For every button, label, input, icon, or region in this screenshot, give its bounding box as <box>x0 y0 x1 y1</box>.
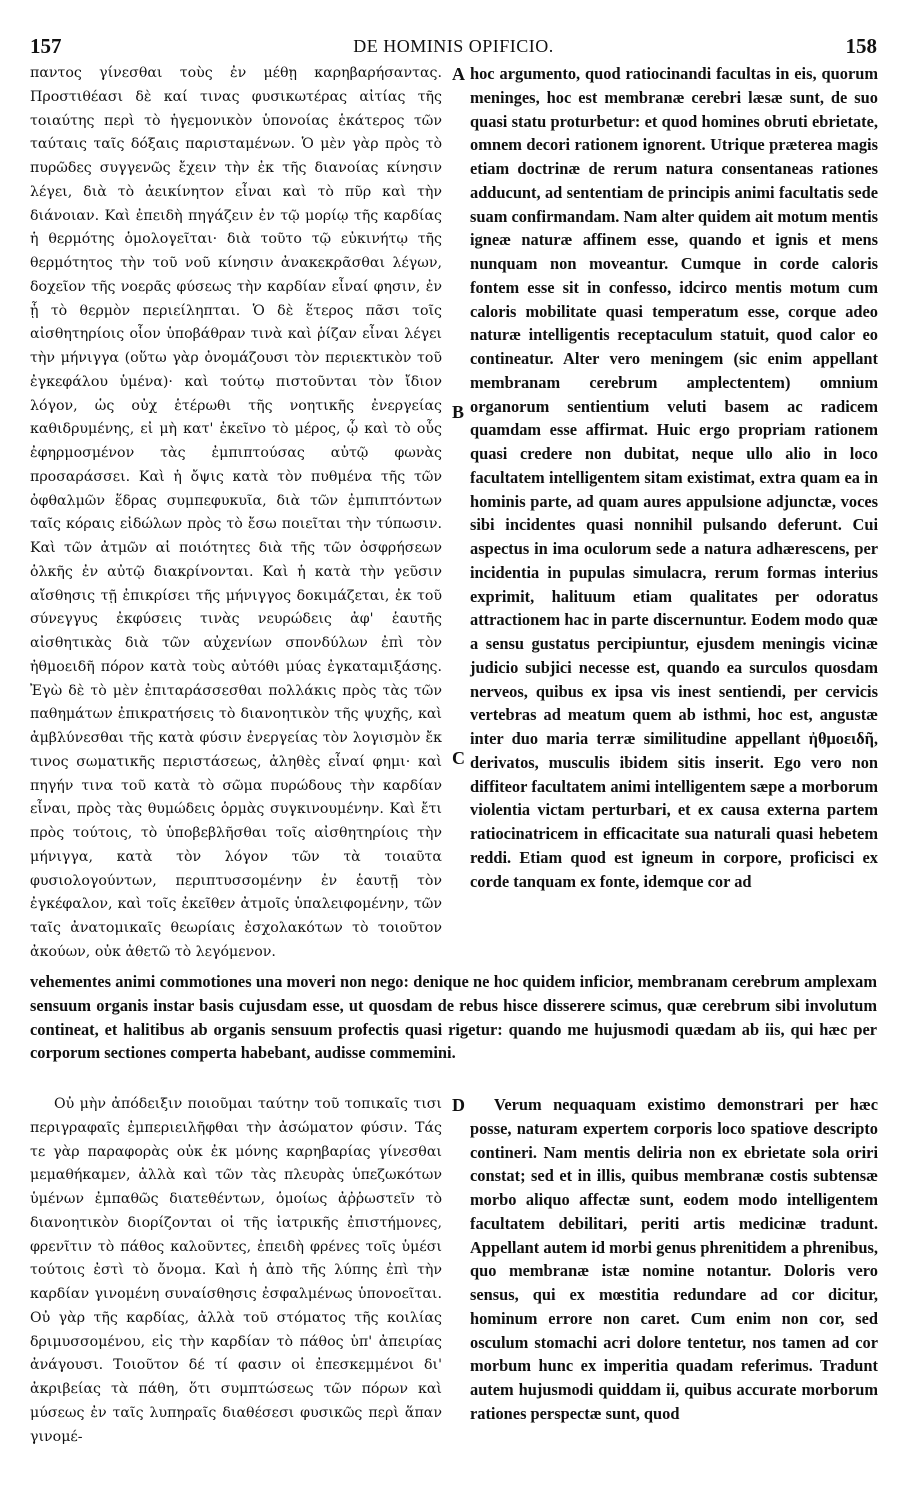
latin-column-lower <box>470 1093 878 1426</box>
latin-paragraph-upper: hoc argumento, quod ratiocinandi facultas in eis, quorum meninges, hoc est membranæ cerebri læsæ sunt, de suo quasi statu proturbetur: et quod homines obruti ebrietate, omnem decori rationem ignorent. Utrique præterea magis etiam doctrinæ de rerum natura consentaneas rationes adducunt, ad sententiam de principis animi facultatis sede suam confirmandam. Nam alter quidem ait motum mentis igneæ naturæ affinem esse, quando et ignis et mens nunquam non moveantur. Cumque in corde caloris fontem esse sit in confesso, idcirco mentis motum cum caloris mobilitate quasi temperatum esse, corque adeo naturæ intelligentis receptaculum statuit, quod calor eo contineatur. Alter vero meningem (sic enim appellant membranam cerebrum amplectentem) omnium organorum sentientium veluti basem ac radicem quamdam esse affirmat. Huic ergo propriam rationem quasi credere non dubitat, neque ullo alio in loco facultatem intelligentem sitam existimat, extra quam ea in hominis parte, ad quam aures appulsione adjunctæ, voces sibi incidentes quasi nonnihil pulsando deferunt. Cui aspectus in ima oculorum sede a natura adhærescens, per incidentia in pupulas simulacra, rerum formas interius exprimit, halituum etiam qualitates per odoratus attractionem hac in parte discernuntur. Eodem modo quæ a sensu gustatus percipiuntur, ejusdem meningis vicinæ judicio subjici necesse est, quando ea surculos quosdam nerveos, quibus ex ipsa vis inest sentiendi, per cervicis vertebras ad meatum quem ab isthmi, hoc est, angustæ inter duo maria terræ similitudine appellant ἠθμοειδῆ, derivatos, musculis ibidem sitis inserit. Ego vero non diffiteor facultatem animi intelligentem sæpe a morborum violentia victam perturbari, et ex causa externa partem ratiocinatricem in efficacitate sua naturali quasi hebetem reddi. Etiam quod est igneum in corpore, proficisci ex corde tanquam ex fonte, idemque cor ad <box>470 64 878 891</box>
page-header <box>30 34 877 62</box>
section-marker-c: C <box>452 748 465 768</box>
greek-column-upper <box>30 62 442 965</box>
section-marker-d: D <box>452 1095 465 1115</box>
section-marker-b: B <box>452 402 465 422</box>
latin-fullwidth-text: vehementes animi commotiones una moveri non nego: denique ne hoc quidem inficior, membranam cerebrum amplexam sensuum organis instar basis cujusdam esse, ut quosdam de rebus hisce disserere scimus, quæ cerebrum sibi involutum contineat, et halitibus ab organis sensuum profectis quasi rigetur: quando me hujusmodi quædam ab iis, qui hæc per corporum sectiones comperta habebant, audisse commemini. <box>30 972 877 1063</box>
greek-paragraph-lower: Οὐ μὴν ἀπόδειξιν ποιοῦμαι ταύτην τοῦ τοπικαῖς τισι περιγραφαῖς ἐμπεριειλῆφθαι τὴν ἀσώματον φύσιν. Τάς τε γὰρ παραφορὰς οὐκ ἐκ μόνης καρηβαρίας γίνεσθαι μεμαθήκαμεν, ἀλλὰ καὶ τῶν τὰς πλευρὰς ὑπεζωκότων ὑμένων ἐμπαθῶς διατεθέντων, ὁμοίως ἀῤῥωστεῖν τὸ διανοητικὸν διορίζονται οἱ τῆς ἰατρικῆς ἐπιστήμονες, φρενῖτιν τὸ πάθος καλοῦντες, ἐπειδὴ φρένες τοῖς ὑμέσι τούτοις ἐστὶ τὸ ὄνομα. Καὶ ἡ ἀπὸ τῆς λύπης ἐπὶ τὴν καρδίαν γινομένη συναίσθησις ἐσφαλμένως ὑπονοεῖται. Οὐ γὰρ τῆς καρδίας, ἀλλὰ τοῦ στόματος τῆς κοιλίας δριμυσσομένου, εἰς τὴν καρδίαν τὸ πάθος ὑπ' ἀπειρίας ἀνάγουσι. Τοιοῦτον δέ τί φασιν οἱ ἐπεσκεμμένοι δι' ἀκριβείας τὰ πάθη, ὅτι συμπτώσεως τῶν πόρων καὶ μύσεως ἐν ταῖς λυπηραῖς διαθέσεσι φυσικῶς περὶ ἅπαν γινομέ- <box>30 1096 442 1445</box>
page-number-right: 158 <box>845 34 877 58</box>
latin-paragraph-lower: Verum nequaquam existimo demonstrari per hæc posse, naturam expertem corporis loco spatiove descripto contineri. Nam mentis deliria non ex ebrietate sola oriri constat; sed et in illis, quibus membranæ costis subtensæ morbo aliquo affectæ sunt, eodem modo intelligentem facultatem debilitari, periti artis medicinæ tradunt. Appellant autem id morbi genus phrenitidem a phrenibus, quo membranæ istæ nomine notantur. Doloris vero sensus, qui ex mœstitia redundare ad cor dicitur, hominum errore non caret. Cum enim non cor, sed osculum stomachi acri dolore tentetur, nos tamen ad cor morbum hunc ex imperitia quadam referimus. Tradunt autem hujusmodi quiddam ii, quibus accurate morborum rationes perspectæ sunt, quod <box>470 1095 878 1423</box>
section-marker-a: A <box>452 64 465 84</box>
greek-paragraph-upper: παντος γίνεσθαι τοὺς ἐν μέθῃ καρηβαρήσαντας. Προστιθέασι δὲ καί τινας φυσικωτέρας αἰτίας τῆς τοιαύτης περὶ τὸ ἡγεμονικὸν ὑπονοίας ἑκάτερος τῶν ταύταις ταῖς δόξαις παρισταμένων. Ὁ μὲν γὰρ πρὸς τὸ πυρῶδες συγγενῶς ἔχειν τὴν ἐκ τῆς διανοίας κίνησιν λέγει, διὰ τὸ ἀεικίνητον εἶναι καὶ τὸ πῦρ καὶ τὴν διάνοιαν. Καὶ ἐπειδὴ πηγάζειν ἐν τῷ μορίῳ τῆς καρδίας ἡ θερμότης ὁμολογεῖται· διὰ τοῦτο τῷ εὐκινήτῳ τῆς θερμότητος τὴν τοῦ νοῦ κίνησιν ἀνακεκρᾶσθαι λέγων, δοχεῖον τῆς νοερᾶς φύσεως τὴν καρδίαν εἶναί φησιν, ἐν ᾗ τὸ θερμὸν περιείληπται. Ὁ δὲ ἕτερος πᾶσι τοῖς αἰσθητηρίοις οἷον ὑποβάθραν τινὰ καὶ ῥίζαν εἶναι λέγει τὴν μήνιγγα (οὕτω γὰρ ὀνομάζουσι τὸν περιεκτικὸν τοῦ ἐγκεφάλου ὑμένα)· καὶ τούτῳ πιστοῦνται τὸν ἴδιον λόγον, ὡς οὐχ ἑτέρωθι τῆς νοητικῆς ἐνεργείας καθιδρυμένης, εἰ μὴ κατ' ἐκεῖνο τὸ μέρος, ᾧ καὶ τὸ οὖς ἐφηρμοσμένον τὰς ἐμπιπτούσας αὐτῷ φωνὰς προσαράσσει. Καὶ ἡ ὄψις κατὰ τὸν πυθμένα τῆς τῶν ὀφθαλμῶν ἕδρας συμπεφυκυῖα, διὰ τῶν ἐμπιπτόντων ταῖς κόραις εἰδώλων πρὸς τὸ ἔσω ποιεῖται τὴν τύπωσιν. Καὶ τῶν ἀτμῶν αἱ ποιότητες διὰ τῆς τῶν ὀσφρήσεων ὁλκῆς ἐν αὐτῷ διακρίνονται. Καὶ ἡ κατὰ τὴν γεῦσιν αἴσθησις τῇ ἐπικρίσει τῆς μήνιγγος δοκιμάζεται, ἐκ τοῦ σύνεγγυς ἐκφύσεις τινὰς νευρώδεις ἀφ' ἑαυτῆς αἰσθητικὰς διὰ τῶν αὐχενίων σπονδύλων ἐπὶ τὸν ἠθμοειδῆ πόρον κατὰ τοὺς αὐτόθι μύας ἐγκαταμιξάσης. Ἐγὼ δὲ τὸ μὲν ἐπιταράσσεσθαι πολλάκις πρὸς τὰς τῶν παθημάτων ἐπικρατήσεις τὸ διανοητικὸν τῆς ψυχῆς, καὶ ἀμβλύνεσθαι τῆς κατὰ φύσιν ἐνεργείας τὸν λογισμὸν ἔκ τινος σωματικῆς περιστάσεως, ἀληθὲς εἶναί φημι· καὶ πηγήν τινα τοῦ κατὰ τὸ σῶμα πυρώδους τὴν καρδίαν εἶναι, πρὸς τὰς θυμώδεις ὁρμὰς συγκινουμένην. Καὶ ἔτι πρὸς τούτοις, τὸ ὑποβεβλῆσθαι τοῖς αἰσθητηρίοις τὴν μήνιγγα, κατὰ τὸν λόγον τῶν τὰ τοιαῦτα φυσιολογούντων, περιπτυσσομένην ἐν ἑαυτῇ τὸν ἐγκέφαλον, καὶ τοῖς ἐκεῖθεν ἀτμοῖς ὑπαλειφομένην, τῶν ταῖς ἀνατομικαῖς θεωρίαις ἐσχολακότων τὸ τοιοῦτον ἀκούων, οὐκ ἀθετῶ τὸ λεγόμενον. <box>30 65 442 960</box>
latin-column-upper <box>470 62 878 893</box>
running-title: DE HOMINIS OPIFICIO. <box>353 36 554 56</box>
greek-column-lower <box>30 1093 442 1449</box>
page-number-left: 157 <box>30 34 62 58</box>
latin-fullwidth-paragraph <box>30 970 877 1065</box>
